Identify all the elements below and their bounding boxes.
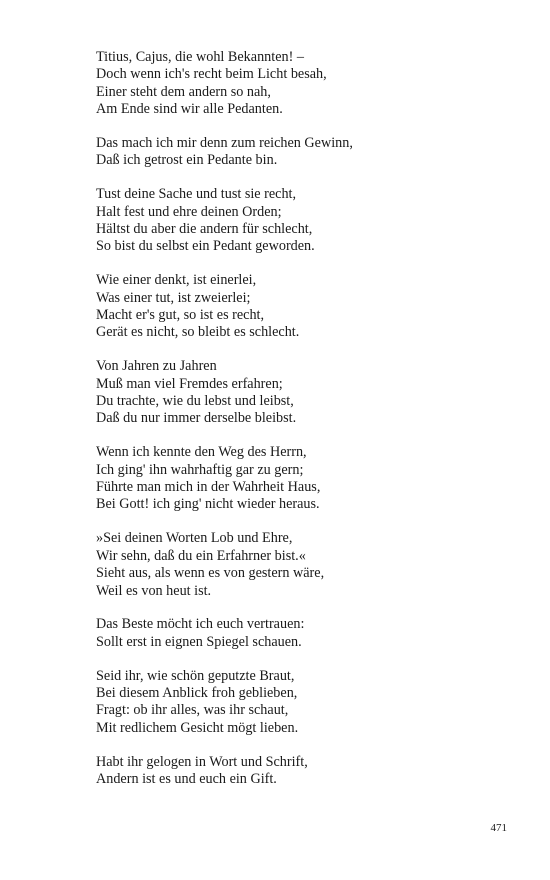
poem-line: Ich ging' ihn wahrhaftig gar zu gern; [96,461,304,478]
poem-line: Hältst du aber die andern für schlecht, [96,221,313,238]
poem-line: Bei diesem Anblick froh geblieben, [96,684,298,701]
stanza [96,616,496,651]
poem-line: Daß ich getrost ein Pedante bin. [96,152,278,169]
poem-line: Bei Gott! ich ging' nicht wieder heraus. [96,496,320,513]
poem-line: Tust deine Sache und tust sie recht, [96,186,297,203]
stanza [96,49,496,119]
poem-line: Fragt: ob ihr alles, was ihr schaut, [96,702,289,719]
poem-line: Doch wenn ich's recht beim Licht besah, [96,66,327,83]
stanza [96,754,496,789]
poem-line: Mit redlichem Gesicht mögt lieben. [96,719,299,736]
poem-line: So bist du selbst ein Pedant geworden. [96,238,315,255]
poem-line: Führte man mich in der Wahrheit Haus, [96,479,321,496]
stanza [96,358,496,428]
stanza [96,272,496,342]
poem-line: Sollt erst in eignen Spiegel schauen. [96,633,302,650]
stanza [96,444,496,514]
page-number: 471 [490,822,507,834]
poem-line: Weil es von heut ist. [96,582,212,599]
poem-line: Was einer tut, ist zweierlei; [96,289,251,306]
poem-line: Von Jahren zu Jahren [96,358,217,375]
stanza [96,186,496,256]
poem-line: Habt ihr gelogen in Wort und Schrift, [96,753,308,770]
poem-line: Seid ihr, wie schön geputzte Braut, [96,667,295,684]
poem-line: Sieht aus, als wenn es von gestern wäre, [96,565,325,582]
poem-line: Macht er's gut, so ist es recht, [96,307,265,324]
poem-line: Gerät es nicht, so bleibt es schlecht. [96,324,300,341]
poem-line: Am Ende sind wir alle Pedanten. [96,101,283,118]
poem-line: Andern ist es und euch ein Gift. [96,770,277,787]
poem-line: »Sei deinen Worten Lob und Ehre, [96,530,293,547]
poem-line: Titius, Cajus, die wohl Bekannten! – [96,49,304,65]
poem-line: Muß man viel Fremdes erfahren; [96,375,283,392]
poem-line: Wie einer denkt, ist einerlei, [96,272,257,289]
poem-line: Einer steht dem andern so nah, [96,83,271,100]
stanza [96,668,496,738]
poem-line: Halt fest und ehre deinen Orden; [96,203,282,220]
poem-line: Wir sehn, daß du ein Erfahrner bist.« [96,547,306,564]
stanza [96,135,496,170]
poem-line: Wenn ich kennte den Weg des Herrn, [96,444,307,461]
poem-line: Das Beste möcht ich euch vertrauen: [96,616,305,633]
poem-line: Das mach ich mir denn zum reichen Gewinn, [96,135,353,152]
stanza [96,530,496,600]
poem-body [96,49,496,805]
poem-line: Du trachte, wie du lebst und leibst, [96,393,294,410]
poem-line: Daß du nur immer derselbe bleibst. [96,410,297,427]
